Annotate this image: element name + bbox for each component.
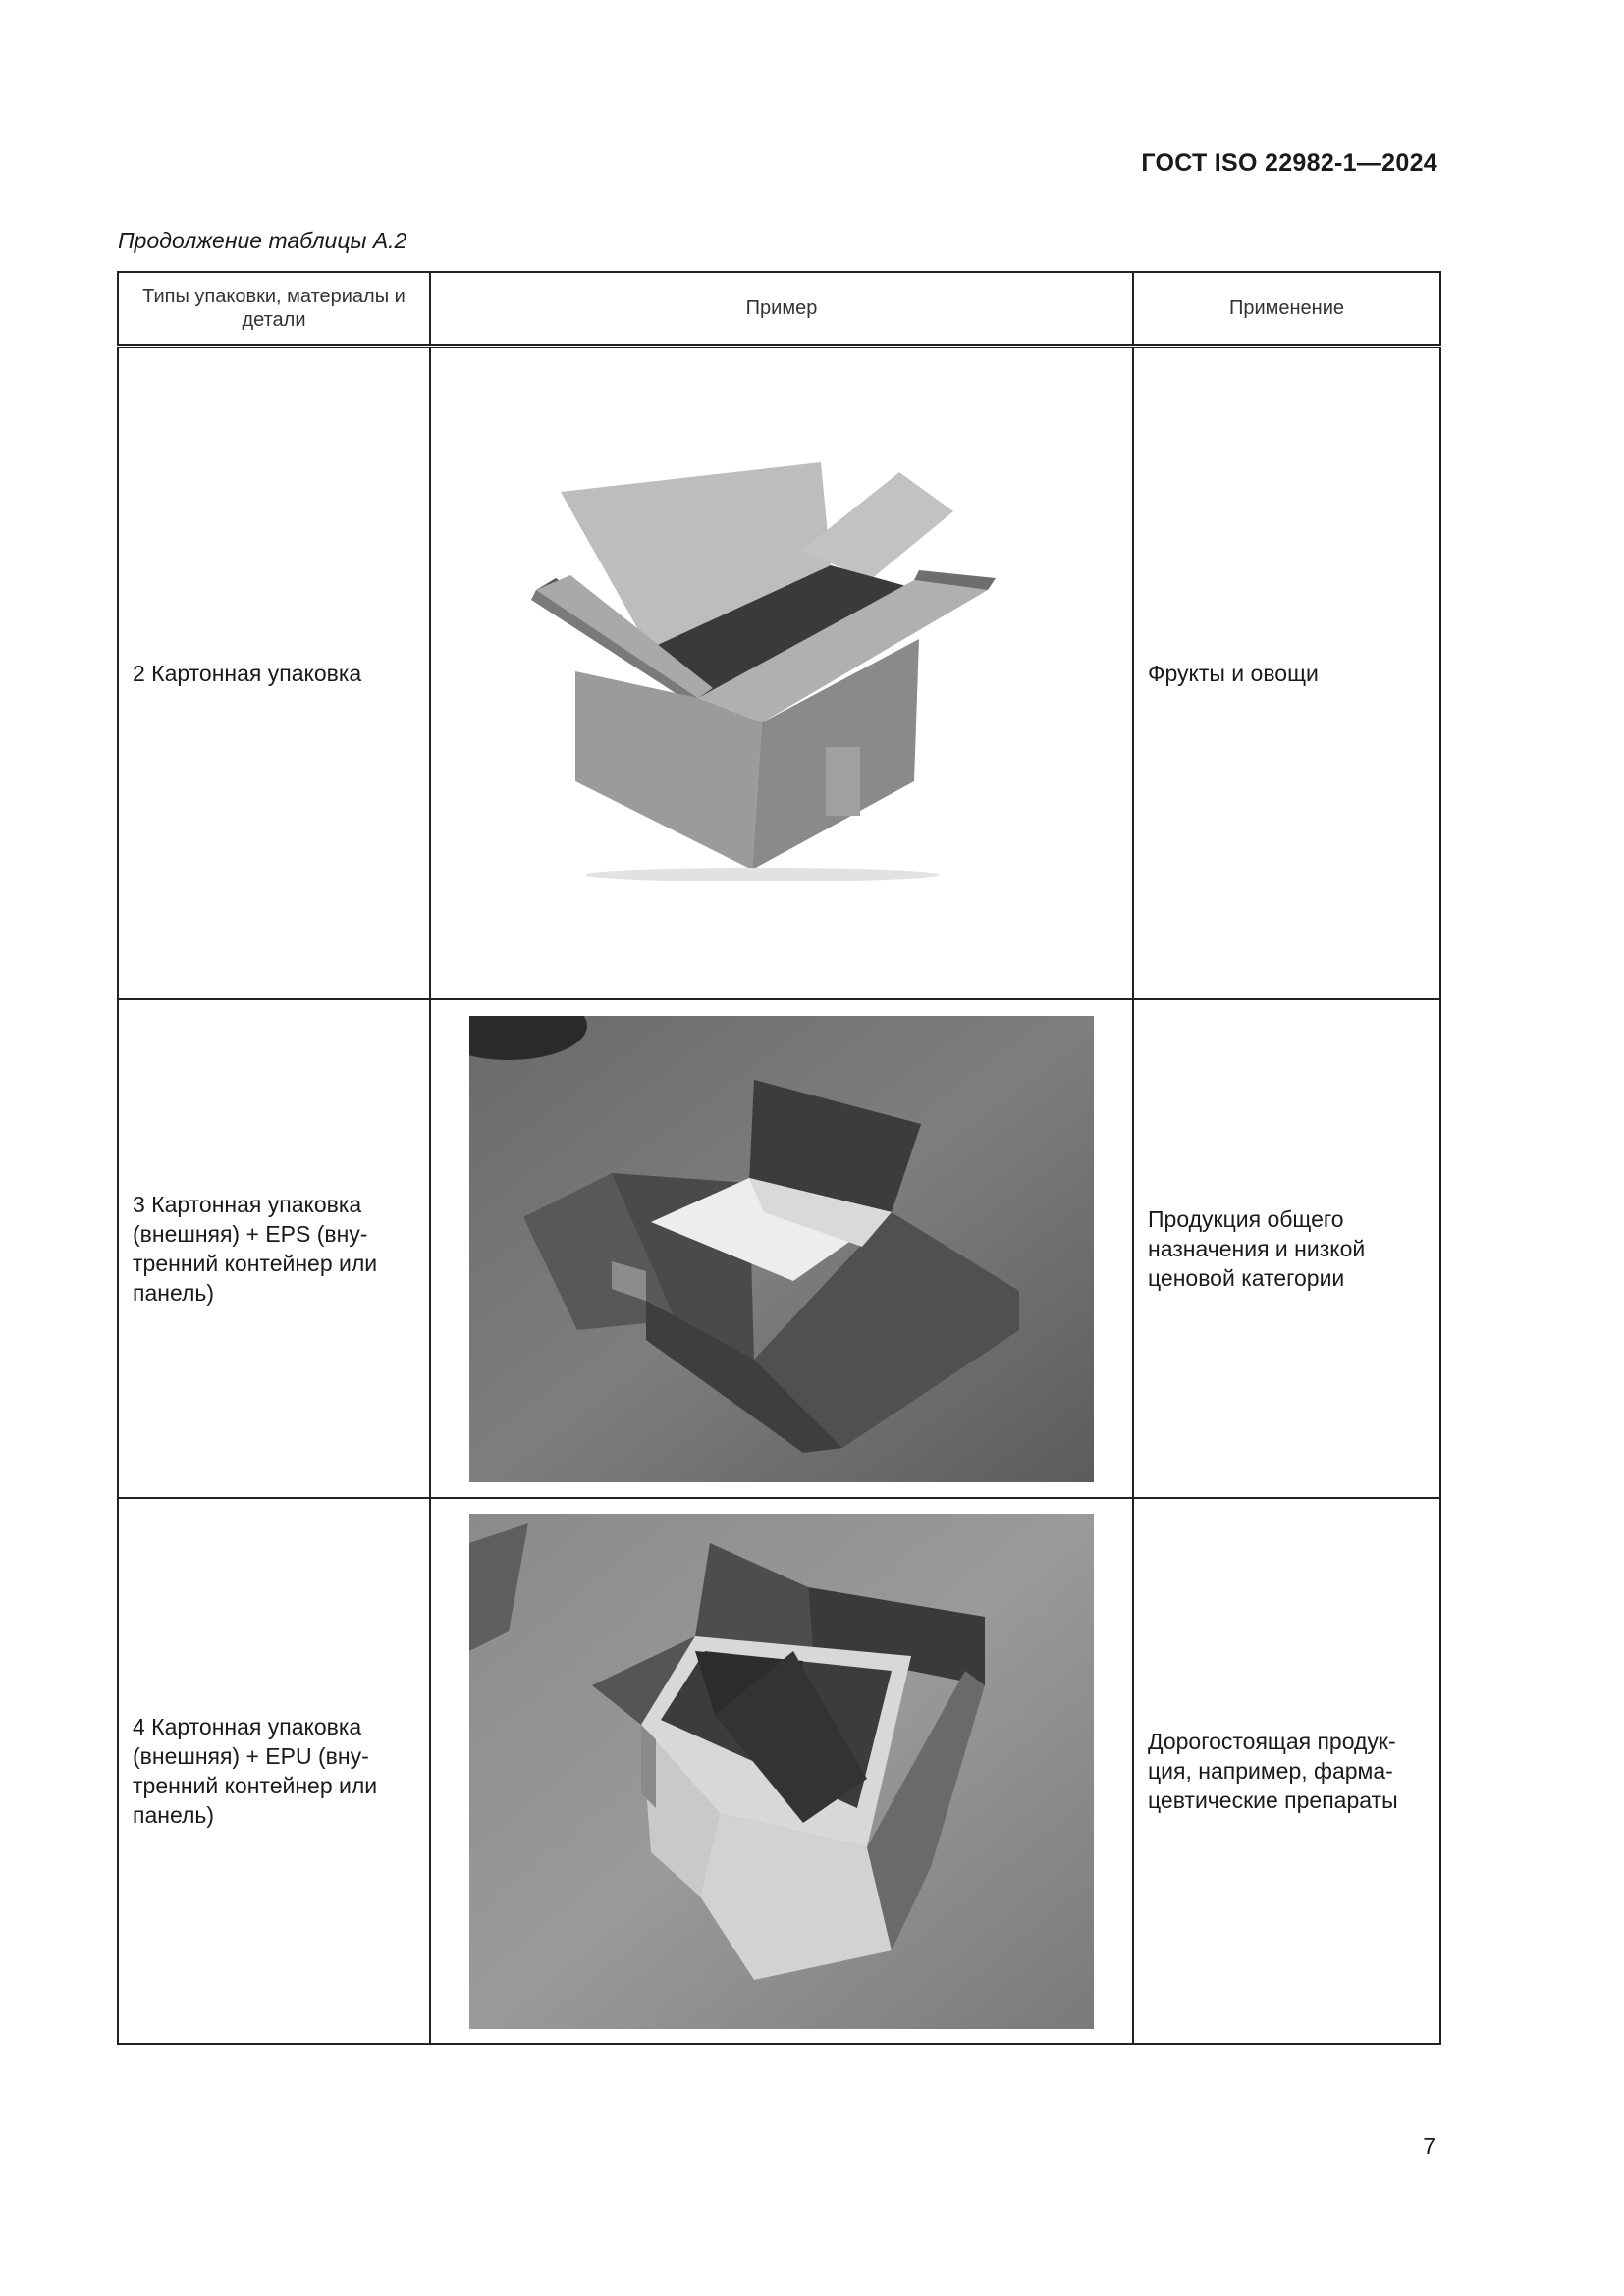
cardboard-box-with-eps-liner-photo (469, 1016, 1094, 1482)
packaging-table (117, 271, 1441, 2045)
packaging-type-cell (118, 999, 430, 1498)
packaging-type-text: 4 Картонная упаковка (внешняя) + EPU (вну- тренний контейнер или панель) (133, 1714, 378, 1828)
example-cell (430, 999, 1133, 1498)
cardboard-box-with-epu-liner-photo (469, 1514, 1094, 2029)
application-cell (1133, 1498, 1440, 2044)
open-cardboard-box-photo (477, 462, 1086, 884)
table-row (118, 999, 1440, 1498)
table-row (118, 1498, 1440, 2044)
example-cell (430, 346, 1133, 999)
application-cell (1133, 999, 1440, 1498)
application-text: Продукция общего назначения и низкой ценовой категории (1148, 1206, 1366, 1291)
table-row (118, 346, 1440, 999)
column-header-type: Типы упаковки, материалы и детали (118, 272, 430, 346)
packaging-type-cell (118, 1498, 430, 2044)
application-cell (1133, 346, 1440, 999)
packaging-type-cell (118, 346, 430, 999)
table-caption: Продолжение таблицы А.2 (118, 228, 407, 253)
packaging-type-text: 2 Картонная упаковка (133, 660, 362, 686)
application-text: Дорогостоящая продук- ция, например, фарма- цевтические препараты (1148, 1729, 1398, 1813)
application-text: Фрукты и овощи (1148, 660, 1319, 686)
packaging-type-text: 3 Картонная упаковка (внешняя) + EPS (вну- тренний контейнер или панель) (133, 1192, 378, 1306)
document-code: ГОСТ ISO 22982-1—2024 (1141, 149, 1437, 177)
table-header-row (118, 272, 1440, 346)
column-header-example: Пример (430, 272, 1133, 346)
page-number: 7 (1423, 2133, 1435, 2159)
example-cell (430, 1498, 1133, 2044)
column-header-application: Применение (1133, 272, 1440, 346)
